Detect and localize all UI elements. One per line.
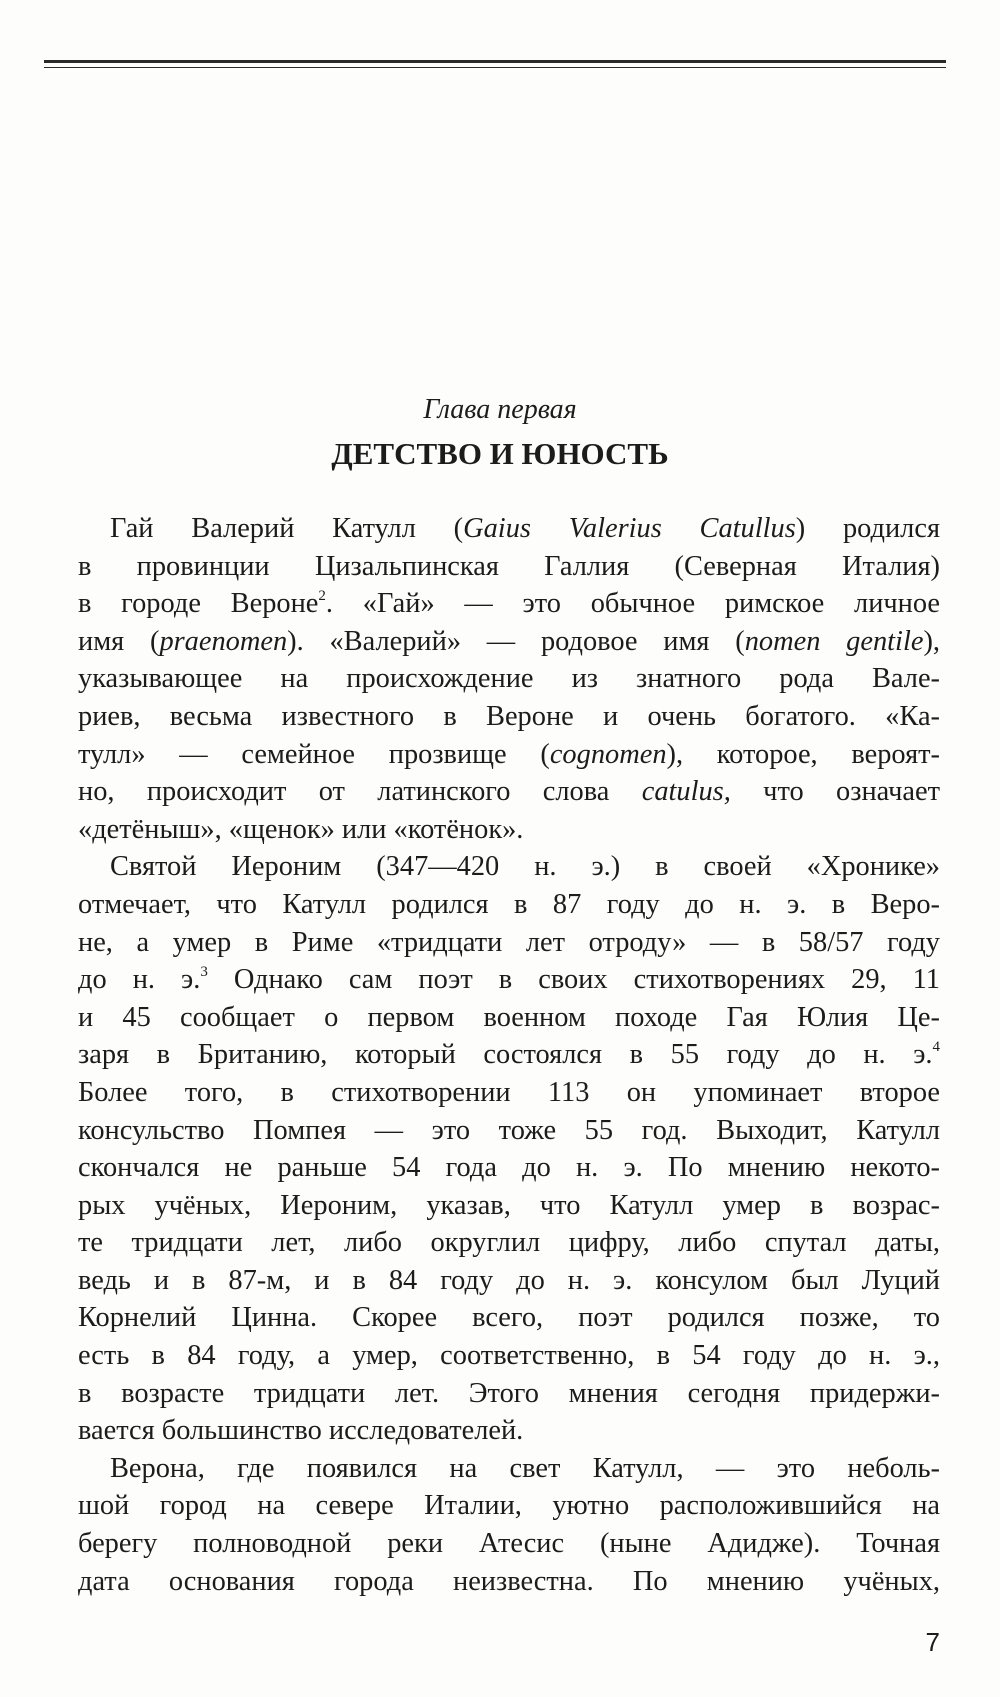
text-span: риев, весьма известного в Вероне и очень богатого. «Ка- <box>78 700 940 732</box>
paragraph <box>78 1450 940 1600</box>
text-span: в городе Вероне <box>78 588 319 620</box>
text-line <box>78 1112 940 1150</box>
paragraph <box>78 510 940 848</box>
text-span: вается большинство исследователей. <box>78 1415 524 1447</box>
footnote-ref: 3 <box>200 963 208 980</box>
text-span: имя ( <box>78 625 160 657</box>
text-line <box>78 510 940 548</box>
text-span: есть в 84 году, а умер, соответственно, в 54 году до н. э., <box>78 1340 940 1372</box>
text-line <box>78 660 940 698</box>
text-line <box>78 1262 940 1300</box>
latin-term: Gaius Valerius Catullus <box>463 513 796 544</box>
text-line <box>78 848 940 886</box>
text-line <box>78 1375 940 1413</box>
text-line <box>78 924 940 962</box>
text-span: в возрасте тридцати лет. Этого мнения сегодня придержи- <box>78 1377 940 1409</box>
text-span: ), которое, вероят- <box>666 738 940 770</box>
text-span: консульство Помпея — это тоже 55 год. Выходит, Катулл <box>78 1114 940 1146</box>
text-span: Гай Валерий Катулл ( <box>110 513 464 544</box>
text-line <box>78 1149 940 1187</box>
text-span: ), <box>923 625 940 657</box>
text-line <box>78 773 940 811</box>
text-line <box>78 623 940 661</box>
text-span: Корнелий Цинна. Скорее всего, поэт родился позже, то <box>78 1302 940 1334</box>
text-line <box>78 961 940 999</box>
text-line <box>78 1525 940 1563</box>
text-line <box>78 811 940 849</box>
text-span: Верона, где появился на свет Катулл, — это неболь- <box>110 1452 940 1484</box>
paragraph <box>78 848 940 1450</box>
text-line <box>78 736 940 774</box>
text-span: в провинции Цизальпинская Галлия (Северная Италия) <box>78 550 940 582</box>
text-line <box>78 1337 940 1375</box>
page-number: 7 <box>925 1627 940 1657</box>
text-span: ) родился <box>795 513 940 544</box>
latin-term: catulus, <box>641 776 731 808</box>
text-line <box>78 1074 940 1112</box>
header-rule-thick <box>44 60 946 63</box>
footnote-ref: 4 <box>932 1038 940 1055</box>
text-span: берегу полноводной реки Атесис (ныне Адидже). Точная <box>78 1528 940 1560</box>
text-span: скончался не раньше 54 года до н. э. По мнению некото- <box>78 1152 940 1184</box>
text-span: но, происходит от латинского слова <box>78 776 642 808</box>
chapter-title: ДЕТСТВО И ЮНОСТЬ <box>331 436 669 471</box>
text-line <box>78 1187 940 1225</box>
text-line <box>78 1450 940 1488</box>
text-span: «детёныш», «щенок» или «котёнок». <box>78 813 524 845</box>
text-line <box>78 1036 940 1074</box>
chapter-label: Глава первая <box>423 394 577 425</box>
body-text <box>78 510 940 1600</box>
text-span: заря в Британию, который состоялся в 55 году до н. э. <box>78 1039 933 1071</box>
text-span: ведь и в 87-м, и в 84 году до н. э. консулом был Луций <box>78 1264 940 1296</box>
text-span: Более того, в стихотворении 113 он упоминает второе <box>78 1076 940 1108</box>
text-line <box>78 1299 940 1337</box>
text-span: указывающее на происхождение из знатного рода Вале- <box>78 663 940 695</box>
text-span: что означает <box>730 776 940 808</box>
text-span: те тридцати лет, либо округлил цифру, либо спутал даты, <box>78 1227 940 1259</box>
text-line <box>78 999 940 1037</box>
header-rule-thin <box>44 67 946 68</box>
text-span: рых учёных, Иероним, указав, что Катулл умер в возрас- <box>78 1189 940 1221</box>
text-line <box>78 1412 940 1450</box>
text-span: ). «Валерий» — родовое имя ( <box>287 625 745 657</box>
latin-term: cognomen <box>549 738 667 770</box>
text-line <box>78 698 940 736</box>
text-span: не, а умер в Риме «тридцати лет отроду» — в 58/57 году <box>78 926 940 958</box>
text-span: дата основания города неизвестна. По мнению учёных, <box>78 1565 940 1597</box>
text-span: . «Гай» — это обычное римское личное <box>325 588 940 620</box>
text-span: тулл» — семейное прозвище ( <box>78 738 550 770</box>
text-line <box>78 1224 940 1262</box>
text-span: шой город на севере Италии, уютно расположившийся на <box>78 1490 940 1522</box>
text-line <box>78 548 940 586</box>
latin-term: nomen gentile <box>744 625 924 657</box>
text-line <box>78 886 940 924</box>
text-line <box>78 1487 940 1525</box>
text-span: до н. э. <box>78 964 201 996</box>
text-line <box>78 1563 940 1601</box>
text-line <box>78 585 940 623</box>
latin-term: praenomen <box>159 625 288 657</box>
text-span: отмечает, что Катулл родился в 87 году до н. э. в Веро- <box>78 888 940 920</box>
text-span: Однако сам поэт в своих стихотворениях 29, 11 <box>207 964 940 996</box>
footnote-ref: 2 <box>318 587 326 604</box>
text-span: и 45 сообщает о первом военном походе Гая Юлия Це- <box>78 1001 940 1033</box>
text-span: Святой Иероним (347—420 н. э.) в своей «Хронике» <box>110 851 940 883</box>
